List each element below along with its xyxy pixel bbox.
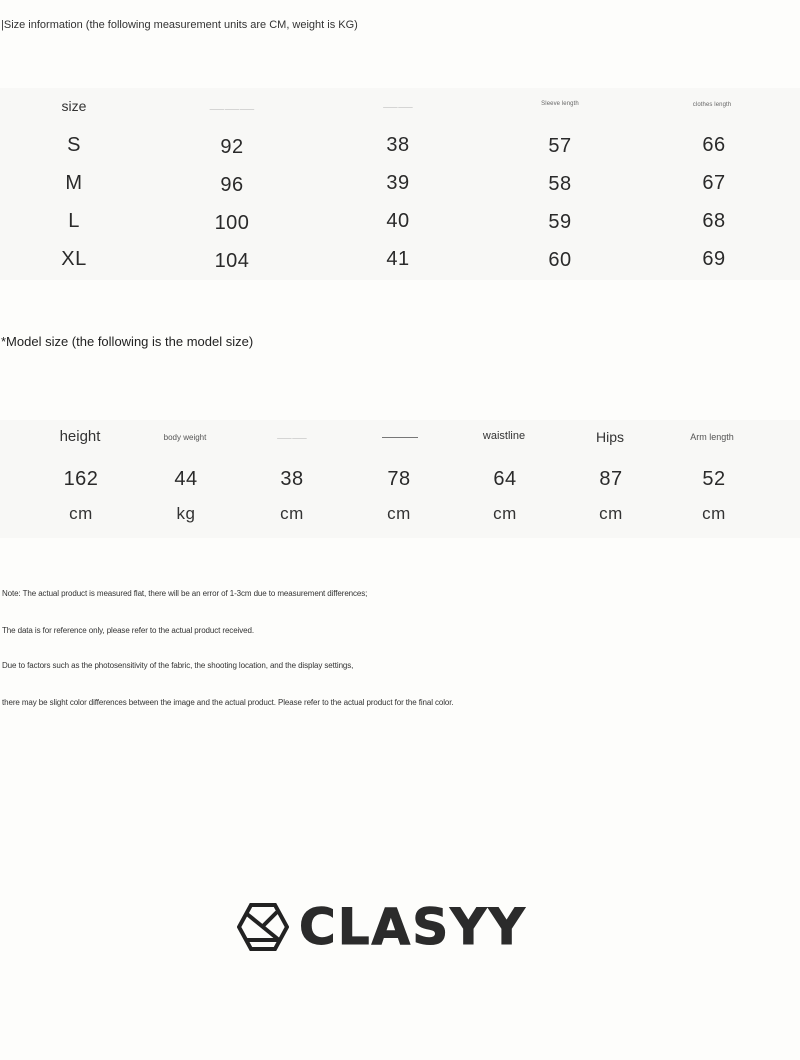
model-header-height: height [59, 428, 101, 445]
size-cell: 58 [548, 173, 572, 195]
size-info-title: |Size information (the following measurement units are CM, weight is KG) [1, 19, 358, 31]
model-header-weight: body weight [163, 433, 207, 442]
size-cell: 96 [220, 174, 244, 196]
size-table [0, 88, 800, 280]
size-cell: 38 [386, 134, 410, 156]
model-size-title: *Model size (the following is the model size) [1, 334, 254, 349]
note-line: The data is for reference only, please refer to the actual product received. [2, 626, 254, 635]
size-cell: 92 [220, 136, 244, 158]
model-header-waist: waistline [482, 430, 526, 442]
model-unit: cm [387, 504, 411, 523]
size-cell: S [67, 134, 81, 156]
clasyy-logo-icon [237, 902, 289, 952]
size-header-chest: ⸻⸻⸻ [209, 107, 255, 113]
model-unit: cm [702, 504, 726, 523]
size-cell: 57 [548, 135, 572, 157]
size-cell: L [68, 210, 80, 232]
model-unit: cm [493, 504, 517, 523]
model-header-shoulder: ⸻⸻ [276, 436, 308, 442]
size-cell: 66 [702, 134, 726, 156]
note-line: Note: The actual product is measured flat, there will be an error of 1-3cm due to measurement differences; [2, 589, 368, 598]
model-value: 162 [63, 468, 99, 490]
model-unit: cm [69, 504, 93, 523]
size-cell: 41 [386, 248, 410, 270]
note-line: Due to factors such as the photosensitivity of the fabric, the shooting location, and the display settings, [2, 661, 354, 670]
model-header-bust-line [382, 437, 418, 438]
model-value: 87 [599, 468, 623, 490]
size-cell: 69 [702, 248, 726, 270]
size-header-size: size [61, 98, 87, 114]
size-cell: M [65, 172, 83, 194]
model-header-arm: Arm length [690, 432, 734, 442]
model-unit: cm [280, 504, 304, 523]
model-header-hips: Hips [595, 429, 625, 445]
clasyy-logo [237, 898, 567, 956]
size-cell: 100 [214, 212, 250, 234]
model-value: 52 [702, 468, 726, 490]
model-size-table [0, 420, 800, 538]
model-value: 38 [280, 468, 304, 490]
clasyy-logo-text: CLASYY [299, 898, 527, 956]
size-cell: 39 [386, 172, 410, 194]
size-header-sleeve: Sleeve length [541, 101, 579, 107]
size-cell: 104 [214, 250, 250, 272]
size-cell: 60 [548, 249, 572, 271]
model-unit: cm [599, 504, 623, 523]
size-header-length: clothes length [692, 102, 732, 108]
size-cell: 68 [702, 210, 726, 232]
size-cell: XL [61, 248, 87, 270]
model-value: 44 [174, 468, 198, 490]
model-value: 78 [387, 468, 411, 490]
size-cell: 40 [386, 210, 410, 232]
size-cell: 59 [548, 211, 572, 233]
size-header-shoulder: ⸻⸻ [382, 105, 414, 111]
size-cell: 67 [702, 172, 726, 194]
note-line: there may be slight color differences between the image and the actual product. Please refer to the actual product for the final color. [2, 698, 454, 707]
model-unit: kg [176, 504, 196, 523]
model-value: 64 [493, 468, 517, 490]
